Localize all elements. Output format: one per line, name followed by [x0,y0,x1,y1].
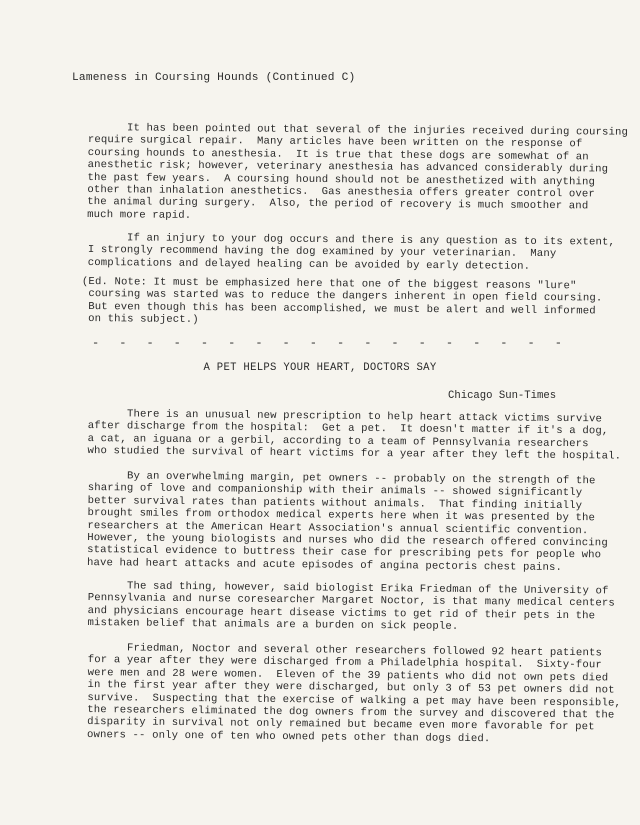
section-separator [92,336,562,350]
separator-dash: - [418,336,426,350]
separator-dash: - [282,336,290,350]
separator-dash: - [473,336,481,350]
article-paragraph: The sad thing, however, said biologist Erika Friedman of the University of Pennsylvania and nurse coresearcher Margaret Noctor, is that many medical centers and physicians encourage heart disease victims to get rid of their pets in the mistaken belief that animals are a burden on sick people. [87,580,615,634]
article-source: Chicago Sun-Times [448,390,557,402]
editor-note: (Ed. Note: It must be emphasized here that one of the biggest reasons "lure" coursing was started was to reduce the dangers inherent in open field coursing. But even though this has been accomplished, we must be alert and well informed on this subject.) [81,276,603,327]
article-paragraph: By an overwhelming margin, pet owners -- probably on the strength of the sharing of love and companionship with their animals -- showed significantly better survival rates than patients without animals. That finding initially brought smiles from orthodox medical experts here when it was presented by the researchers at the American Heart Association's annual scientific convention. However, the young biologists and nurses who did the research offered convincing statistical evidence to buttress their case for prescribing pets for people who have had heart attacks and acute episodes of angina pectoris chest pains. [86,470,608,574]
separator-dash: - [364,336,372,350]
separator-dash: - [255,336,263,350]
separator-dash: - [445,336,454,350]
article-headline: A PET HELPS YOUR HEART, DOCTORS SAY [203,362,437,374]
document-title: Lameness in Coursing Hounds (Continued C) [72,72,356,84]
separator-dash: - [92,336,100,350]
separator-dash: - [119,336,127,350]
separator-dash: - [146,336,154,350]
separator-dash: - [336,336,345,350]
separator-dash: - [200,336,209,350]
article-paragraph: Friedman, Noctor and several other researchers followed 92 heart patients for a year after they were discharged from a Philadelphia hospital. Sixty-four were men and 28 were women. Eleven of the 39 patients who did not own pets died in the first year after they were discharged, but only 3 of 53 pet owners did not survive. Suspecting that the exercise of walking a pet may have been responsible, the researchers eliminated the dog owners from the survey and discovered that the disparity in survival not only remained but became even more favorable for pet owners -- only one of ten who owned pets other than dogs died. [86,642,622,746]
paragraph-anesthesia: It has been pointed out that several of the injuries received during coursing require surgical repair. Many articles have been written on the response of coursing hounds to anesthesia. It is true that these dogs are somewhat of an anesthetic risk; however, veterinary anesthesia has advanced considerably during the past few years. A coursing hound should not be anesthetized with anything other than inhalation anesthetics. Gas anesthesia offers greater control over the animal during surgery. Also, the period of recovery is much smoother and much more rapid. [87,122,629,222]
separator-dash: - [554,336,562,350]
separator-dash: - [228,336,236,350]
paragraph-injury: If an injury to your dog occurs and there is any question as to its extent, I strongly recommend having the dog examined by your veterinarian. Many complications and delayed healing can be avoided by early detection. [87,232,616,273]
separator-dash: - [173,336,181,350]
separator-dash: - [391,336,399,350]
separator-dash: - [500,336,508,350]
separator-dash: - [527,336,535,350]
article-paragraph: There is an unusual new prescription to help heart attack victims survive after discharge from the hospital: Get a pet. It doesn't matter if it's a dog, a cat, an iguana or a gerbil, according to a team of Pennsylvania researchers who studied the survival of heart victims for a year after they left the hospital. [87,408,622,463]
separator-dash: - [309,336,317,350]
